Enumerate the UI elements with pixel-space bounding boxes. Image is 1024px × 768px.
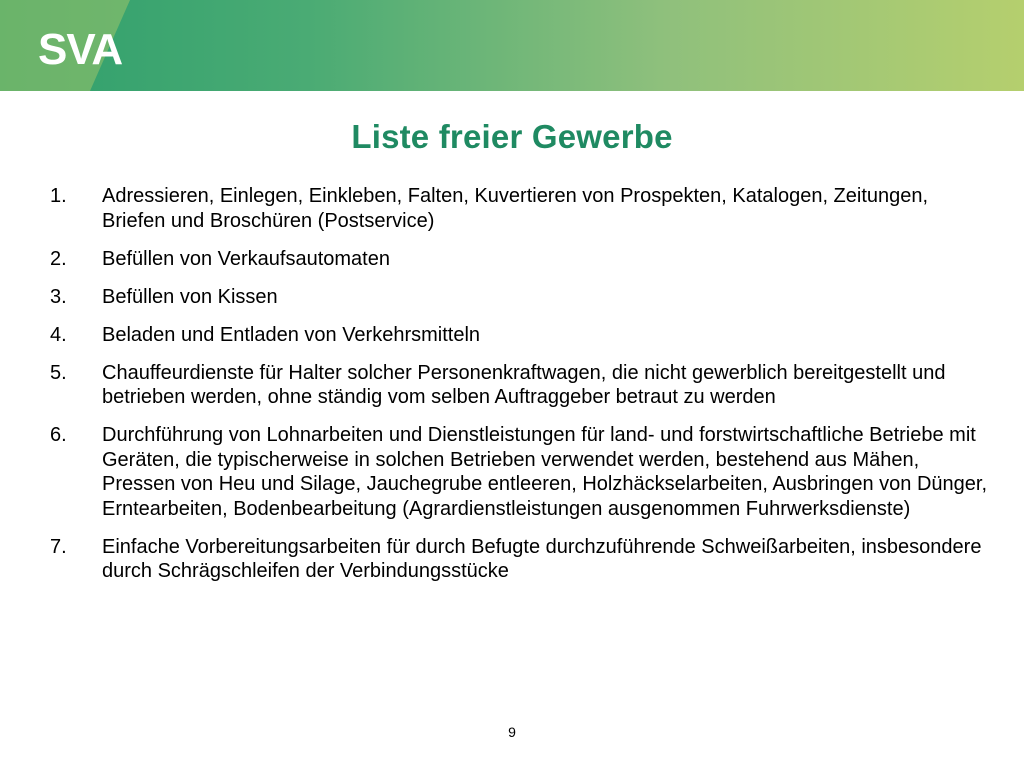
item-text: Einfache Vorbereitungsarbeiten für durch Befugte durchzuführende Schweißarbeiten, insbesondere durch Schrägschleifen der Verbindungsstücke bbox=[102, 535, 982, 582]
list-item bbox=[50, 361, 990, 410]
header-band bbox=[0, 0, 1024, 91]
item-number: 3. bbox=[50, 285, 67, 308]
list-item bbox=[50, 184, 990, 233]
trade-list bbox=[50, 184, 990, 597]
item-number: 4. bbox=[50, 323, 67, 346]
item-text: Durchführung von Lohnarbeiten und Dienstleistungen für land- und forstwirtschaftliche Betriebe mit Geräten, die typischerweise in solchen Betrieben verwendet werden, bestehend aus Mähen, Pressen von Heu und Silage, Jauchegrube entleeren, Holzhäckselarbeiten, Ausbringen von Dünger, Erntearbeiten, Bodenbearbeitung (Agrardienstleistungen ausgenommen Fuhrwerksdienste) bbox=[102, 424, 988, 520]
list-item bbox=[50, 323, 990, 348]
list-item bbox=[50, 247, 990, 272]
item-number: 2. bbox=[50, 247, 67, 270]
list-item bbox=[50, 535, 990, 584]
item-number: 1. bbox=[50, 185, 67, 207]
item-number: 6. bbox=[50, 424, 67, 446]
logo-text: SVA bbox=[38, 26, 123, 68]
page-number: 9 bbox=[508, 724, 516, 740]
list-item bbox=[50, 423, 990, 521]
item-text: Befüllen von Kissen bbox=[102, 285, 278, 308]
item-text: Beladen und Entladen von Verkehrsmitteln bbox=[102, 323, 481, 346]
item-number: 5. bbox=[50, 361, 67, 384]
page-title: Liste freier Gewerbe bbox=[351, 118, 673, 155]
item-number: 7. bbox=[50, 535, 67, 558]
sva-logo bbox=[38, 26, 178, 68]
list-item bbox=[50, 285, 990, 310]
item-text: Adressieren, Einlegen, Einkleben, Falten, Kuvertieren von Prospekten, Katalogen, Zeitungen, Briefen und Broschüren (Postservice) bbox=[102, 185, 929, 232]
item-text: Chauffeurdienste für Halter solcher Personenkraftwagen, die nicht gewerblich bereitgestellt und betrieben werden, ohne ständig vom selben Auftraggeber betraut zu werden bbox=[102, 361, 946, 408]
item-text: Befüllen von Verkaufsautomaten bbox=[102, 247, 390, 270]
